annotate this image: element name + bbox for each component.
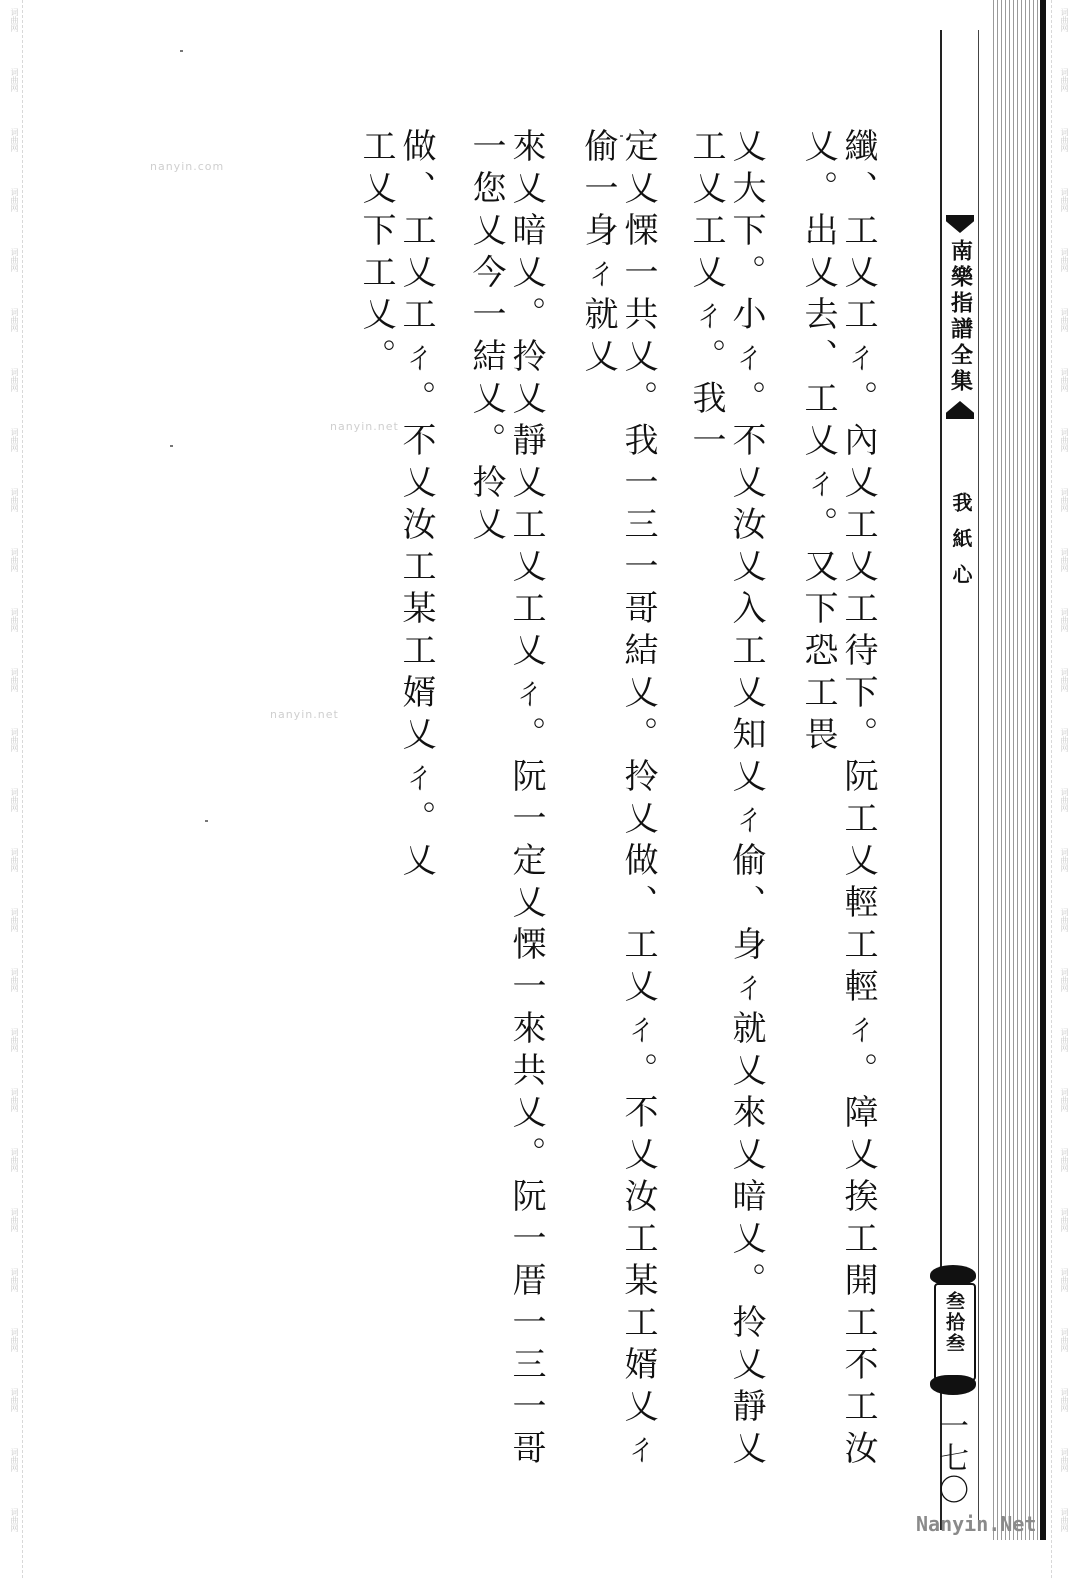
watermark-glyph: 词曲网 bbox=[1060, 1328, 1069, 1352]
watermark-glyph: 词曲网 bbox=[10, 248, 19, 272]
watermark-glyph: 词曲网 bbox=[10, 788, 19, 812]
watermark-glyph: 词曲网 bbox=[10, 1148, 19, 1172]
text-column-3: 定乂慄一共乂。我一三一哥結乂。拎乂做、工乂ㄔ。不乂汝工某工婿乂ㄔ偷一身ㄔ就乂 bbox=[578, 128, 658, 1472]
scan-speck bbox=[180, 50, 183, 52]
text-column-4: 來乂暗乂。拎乂靜乂工乂工乂ㄔ。阮一定乂慄一來共乂。阮一厝一三一哥一您乂今一結乂。拎乂 bbox=[466, 128, 546, 1472]
watermark-glyph: 词曲网 bbox=[1060, 968, 1069, 992]
watermark-glyph: 词曲网 bbox=[1060, 1268, 1069, 1292]
watermark-glyph: 词曲网 bbox=[1060, 608, 1069, 632]
watermark-glyph: 词曲网 bbox=[1060, 1148, 1069, 1172]
watermark-glyph: 词曲网 bbox=[10, 308, 19, 332]
watermark-glyph: 词曲网 bbox=[10, 1028, 19, 1052]
watermark-glyph: 词曲网 bbox=[10, 188, 19, 212]
faint-mark-low: nanyin.net bbox=[270, 708, 339, 721]
text-column-1: 纖、工乂工ㄔ。內乂工乂工待下。阮工乂輕工輕ㄔ。障乂挨工開工不工汝乂。出乂去、工乂ㄔ。又下恐工畏 bbox=[798, 128, 878, 1472]
text-column-5: 做、工乂工ㄔ。不乂汝工某工婿乂ㄔ。乂工乂下工乂。 bbox=[356, 128, 436, 884]
faint-mark-top: nanyin.com bbox=[150, 160, 225, 173]
watermark-glyph: 词曲网 bbox=[1060, 728, 1069, 752]
watermark-glyph: 词曲网 bbox=[10, 8, 19, 32]
section-title: 我紙心 bbox=[949, 492, 973, 600]
watermark-glyph: 词曲网 bbox=[1060, 1208, 1069, 1232]
watermark-glyph: 词曲网 bbox=[10, 128, 19, 152]
watermark-glyph: 词曲网 bbox=[10, 68, 19, 92]
seal-cap-top-icon bbox=[930, 1265, 976, 1285]
scan-speck bbox=[205, 820, 208, 822]
watermark-glyph: 词曲网 bbox=[1060, 1448, 1069, 1472]
book-title-box bbox=[944, 215, 976, 440]
faint-mark-mid: nanyin.net bbox=[330, 420, 399, 433]
watermark-glyph: 词曲网 bbox=[1060, 1388, 1069, 1412]
watermark-glyph: 词曲网 bbox=[10, 1328, 19, 1352]
watermark-glyph: 词曲网 bbox=[10, 968, 19, 992]
page-edge-stack bbox=[990, 0, 1040, 1540]
watermark-glyph: 词曲网 bbox=[10, 728, 19, 752]
seal-label: 叁拾叁 bbox=[943, 1291, 965, 1354]
watermark-glyph: 词曲网 bbox=[10, 848, 19, 872]
page-number: 一七〇 bbox=[933, 1410, 968, 1506]
watermark-glyph: 词曲网 bbox=[10, 488, 19, 512]
watermark-glyph: 词曲网 bbox=[10, 1088, 19, 1112]
watermark-glyph: 词曲网 bbox=[1060, 788, 1069, 812]
watermark-glyph: 词曲网 bbox=[10, 1268, 19, 1292]
watermark-glyph: 词曲网 bbox=[1060, 1508, 1069, 1532]
watermark-glyph: 词曲网 bbox=[1060, 488, 1069, 512]
watermark-glyph: 词曲网 bbox=[1060, 668, 1069, 692]
watermark-glyph: 词曲网 bbox=[1060, 1088, 1069, 1112]
watermark-glyph: 词曲网 bbox=[10, 608, 19, 632]
watermark-glyph: 词曲网 bbox=[10, 368, 19, 392]
margin-rule-thin bbox=[978, 30, 979, 1530]
watermark-glyph: 词曲网 bbox=[1060, 8, 1069, 32]
book-title: 南樂指譜全集 bbox=[947, 239, 973, 395]
bracket-bottom-icon bbox=[946, 401, 974, 419]
watermark-glyph: 词曲网 bbox=[1060, 308, 1069, 332]
watermark-glyph: 词曲网 bbox=[1060, 1028, 1069, 1052]
watermark-glyph: 词曲网 bbox=[10, 1508, 19, 1532]
bracket-top-icon bbox=[946, 215, 974, 233]
watermark-glyph: 词曲网 bbox=[1060, 248, 1069, 272]
watermark-glyph: 词曲网 bbox=[10, 908, 19, 932]
watermark-glyph: 词曲网 bbox=[10, 668, 19, 692]
watermark-glyph: 词曲网 bbox=[1060, 188, 1069, 212]
scan-speck bbox=[170, 445, 173, 447]
watermark-glyph: 词曲网 bbox=[1060, 428, 1069, 452]
watermark-glyph: 词曲网 bbox=[1060, 368, 1069, 392]
text-column-2: 乂大下。小ㄔ。不乂汝乂入工乂知乂ㄔ偷、身ㄔ就乂來乂暗乂。拎乂靜乂工乂工乂ㄔ。我一 bbox=[686, 128, 766, 1472]
watermark-glyph: 词曲网 bbox=[10, 1208, 19, 1232]
watermark-glyph: 词曲网 bbox=[1060, 128, 1069, 152]
watermark-glyph: 词曲网 bbox=[1060, 848, 1069, 872]
watermark-glyph: 词曲网 bbox=[10, 1388, 19, 1412]
site-watermark: Nanyin.Net bbox=[916, 1512, 1037, 1536]
seal-cap-bottom-icon bbox=[930, 1375, 976, 1395]
watermark-glyph: 词曲网 bbox=[1060, 548, 1069, 572]
page-edge-shadow bbox=[1040, 0, 1046, 1540]
seal-cartouche bbox=[930, 1265, 978, 1395]
watermark-glyph: 词曲网 bbox=[1060, 908, 1069, 932]
watermark-glyph: 词曲网 bbox=[10, 548, 19, 572]
watermark-glyph: 词曲网 bbox=[10, 428, 19, 452]
watermark-glyph: 词曲网 bbox=[10, 1448, 19, 1472]
watermark-glyph: 词曲网 bbox=[1060, 68, 1069, 92]
